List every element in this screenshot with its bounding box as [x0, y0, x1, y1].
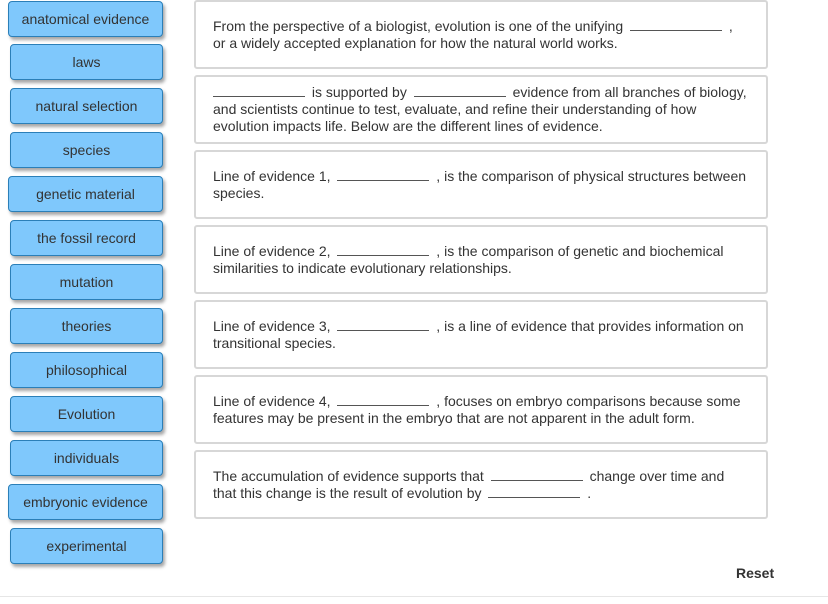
answer-tile[interactable]: philosophical	[10, 352, 163, 388]
answer-blank[interactable]	[337, 393, 429, 406]
answer-blank[interactable]	[213, 84, 305, 97]
answer-tile[interactable]: embryonic evidence	[8, 484, 163, 520]
answer-tile[interactable]: Evolution	[10, 396, 163, 432]
statement-drop-box[interactable]	[194, 450, 768, 519]
statement-text: Line of evidence 4, , focuses on embryo comparisons because some features may be present in the embryo that are not apparent in the adult form.	[213, 392, 741, 426]
answer-tile[interactable]: natural selection	[10, 88, 163, 124]
answer-tile[interactable]: experimental	[10, 528, 163, 564]
statement-drop-box[interactable]	[194, 150, 768, 219]
statement-text: is supported by evidence from all branches of biology, and scientists continue to test, evaluate, and refine their understanding of how evolution impacts life. Below are the different lines of evidence.	[213, 84, 747, 134]
reset-button[interactable]: Reset	[736, 565, 775, 581]
answer-tile[interactable]: the fossil record	[10, 220, 163, 256]
answer-blank[interactable]	[414, 84, 506, 97]
statement-drop-box[interactable]	[194, 0, 768, 69]
answer-tile[interactable]: species	[10, 132, 163, 168]
statement-drop-box[interactable]	[194, 225, 768, 294]
answer-tile[interactable]: individuals	[10, 440, 163, 476]
statement-text: Line of evidence 2, , is the comparison of genetic and biochemical similarities to indicate evolutionary relationships.	[213, 242, 724, 276]
answer-blank[interactable]	[488, 485, 580, 498]
answer-tile[interactable]: anatomical evidence	[8, 1, 163, 37]
answer-tile[interactable]: laws	[10, 44, 163, 80]
answer-blank[interactable]	[337, 243, 429, 256]
statement-text: Line of evidence 1, , is the comparison of physical structures between species.	[213, 167, 747, 201]
answer-tile[interactable]: mutation	[10, 264, 163, 300]
answer-tile[interactable]: theories	[10, 308, 163, 344]
statement-text: From the perspective of a biologist, evolution is one of the unifying , or a widely accepted explanation for how the natural world works.	[213, 17, 733, 51]
statement-drop-box[interactable]	[194, 375, 768, 444]
answer-tile[interactable]: genetic material	[8, 176, 163, 212]
divider	[0, 596, 828, 597]
statement-text: Line of evidence 3, , is a line of evidence that provides information on transitional species.	[213, 317, 744, 351]
answer-blank[interactable]	[491, 468, 583, 481]
statement-text: The accumulation of evidence supports that change over time and that this change is the result of evolution by .	[213, 467, 725, 501]
answer-blank[interactable]	[337, 168, 429, 181]
statement-drop-box[interactable]	[194, 300, 768, 369]
statement-drop-box[interactable]	[194, 75, 768, 144]
answer-blank[interactable]	[630, 18, 722, 31]
answer-blank[interactable]	[337, 318, 429, 331]
